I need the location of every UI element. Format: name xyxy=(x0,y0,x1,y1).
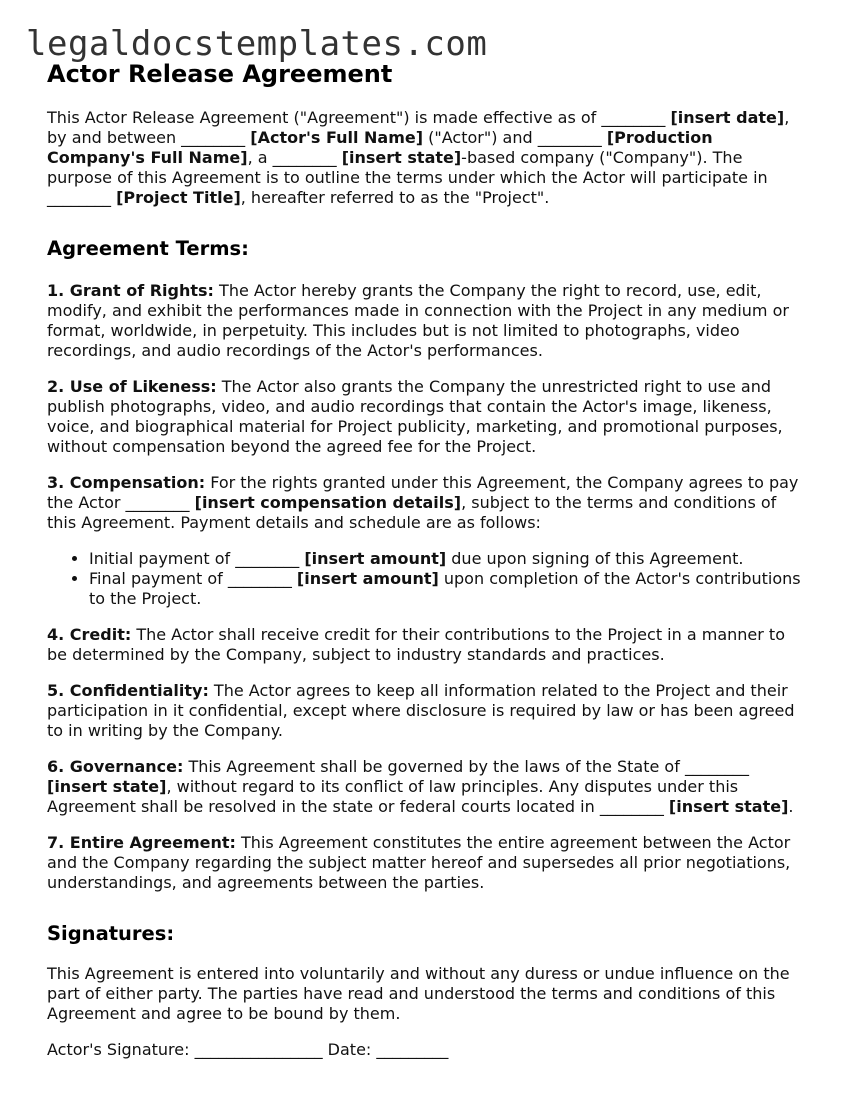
term-text: , without regard to its conflict of law principles. Any disputes under this Agreement shall be resolved in the state or federal courts located in ________ xyxy=(47,777,739,816)
signatures-heading: Signatures: xyxy=(47,922,175,945)
intro-text: This Actor Release Agreement ("Agreement") is made effective as of ________ xyxy=(47,108,671,127)
payment-list xyxy=(47,549,807,609)
term-entire-agreement xyxy=(47,833,807,893)
placeholder-state: [insert state] xyxy=(341,148,462,167)
term-text: This Agreement shall be governed by the laws of the State of ________ xyxy=(183,757,749,776)
term-text: , subject to the terms and conditions of this Agreement. Payment details and schedule are as follows: xyxy=(47,493,777,532)
term-credit xyxy=(47,625,807,665)
placeholder-amount: [insert amount] xyxy=(304,549,447,568)
term-label: 7. Entire Agreement: xyxy=(47,833,236,852)
signatures-intro: This Agreement is entered into voluntarily and without any duress or undue influence on the part of either party. The parties have read and understood the terms and conditions of this Agreement and agree to be bound by them. xyxy=(47,964,790,1023)
intro-text: -based company ("Company"). The purpose of this Agreement is to outline the terms under which the Actor will participate in ________ xyxy=(47,148,768,207)
intro-text: , by and between ________ xyxy=(47,108,790,147)
term-text: For the rights granted under this Agreement, the Company agrees to pay the Actor ________ xyxy=(47,473,799,512)
term-label: 2. Use of Likeness: xyxy=(47,377,217,396)
document-body xyxy=(47,58,807,1060)
term-text: . xyxy=(788,797,794,816)
term-label: 6. Governance: xyxy=(47,757,184,776)
intro-text: , hereafter referred to as the "Project". xyxy=(240,188,550,207)
payment-item-initial xyxy=(89,549,807,569)
term-text: The Actor hereby grants the Company the right to record, use, edit, modify, and exhibit the performances made in connection with the Project in any medium or format, worldwide, in perpetuity. This includes but is not limited to photographs, video recordings, and audio recordings of the Actor's performances. xyxy=(47,281,789,360)
term-compensation xyxy=(47,473,807,533)
term-text: The Actor agrees to keep all information related to the Project and their participation in it confidential, except where disclosure is required by law or has been agreed to in writing by the Company. xyxy=(47,681,795,740)
term-label: 4. Credit: xyxy=(47,625,132,644)
placeholder-project-title: [Project Title] xyxy=(116,188,241,207)
payment-item-final xyxy=(89,569,807,609)
placeholder-date: [insert date] xyxy=(670,108,785,127)
terms-heading: Agreement Terms: xyxy=(47,237,249,260)
placeholder-state: [insert state] xyxy=(668,797,789,816)
placeholder-actor-name: [Actor's Full Name] xyxy=(250,128,424,147)
payment-text: upon completion of the Actor's contributions to the Project. xyxy=(89,569,801,608)
term-governance xyxy=(47,757,807,817)
actor-signature-line: Actor's Signature: ________________ Date: _________ xyxy=(47,1040,449,1059)
term-text: The Actor shall receive credit for their contributions to the Project in a manner to be determined by the Company, subject to industry standards and practices. xyxy=(47,625,785,664)
placeholder-company-name: [Production Company's Full Name] xyxy=(47,128,713,167)
placeholder-state: [insert state] xyxy=(47,777,167,796)
document-title: Actor Release Agreement xyxy=(47,60,393,88)
term-grant-of-rights xyxy=(47,281,807,361)
payment-text: Initial payment of ________ xyxy=(89,549,305,568)
payment-text: due upon signing of this Agreement. xyxy=(446,549,744,568)
term-use-of-likeness xyxy=(47,377,807,457)
term-label: 3. Compensation: xyxy=(47,473,206,492)
term-confidentiality xyxy=(47,681,807,741)
intro-text: ("Actor") and ________ xyxy=(423,128,607,147)
term-text: This Agreement constitutes the entire agreement between the Actor and the Company regarding the subject matter hereof and supersedes all prior negotiations, understandings, and agreements between the parties. xyxy=(47,833,791,892)
term-label: 5. Confidentiality: xyxy=(47,681,209,700)
placeholder-amount: [insert amount] xyxy=(296,569,439,588)
term-text: The Actor also grants the Company the unrestricted right to use and publish photographs, video, and audio recordings that contain the Actor's image, likeness, voice, and biographical material for Project publicity, marketing, and promotional purposes, without compensation beyond the agreed fee for the Project. xyxy=(47,377,783,456)
site-logo: legaldocstemplates.com xyxy=(26,24,488,64)
payment-text: Final payment of ________ xyxy=(89,569,297,588)
term-label: 1. Grant of Rights: xyxy=(47,281,214,300)
intro-paragraph xyxy=(47,108,807,208)
intro-text: , a ________ xyxy=(247,148,342,167)
placeholder-compensation: [insert compensation details] xyxy=(194,493,462,512)
